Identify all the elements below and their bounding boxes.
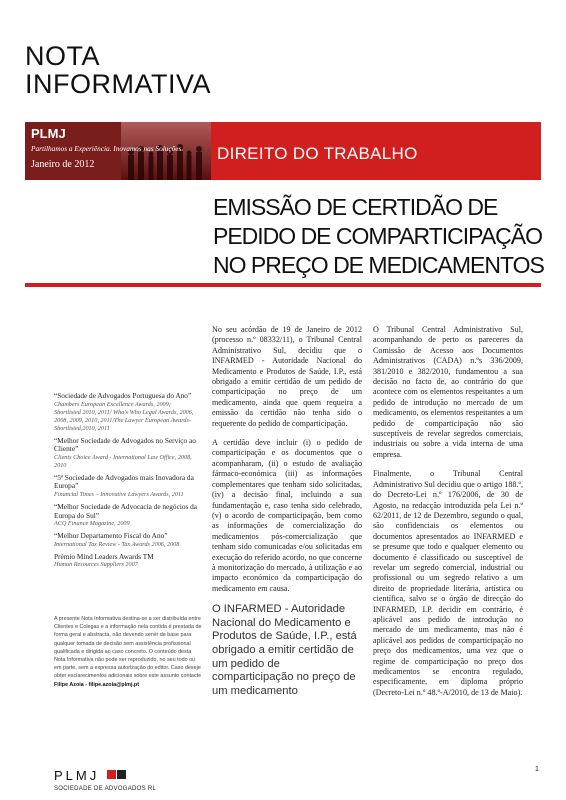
disclaimer xyxy=(54,615,202,689)
brand-name: PLMJ xyxy=(31,126,66,141)
headline-line-3: NO PREÇO DE MEDICAMENTOS xyxy=(213,252,544,278)
award-source: International Tax Review - Tax Awards 2006, 2008 xyxy=(54,540,180,548)
award-item xyxy=(54,532,199,549)
headline-line-2: PEDIDO DE COMPARTICIPAÇÃO xyxy=(213,223,542,249)
divider-rule xyxy=(25,283,541,287)
awards-list xyxy=(54,392,199,573)
award-source: Clients Choice Award - International Law Office, 2008, 2010 xyxy=(54,453,192,469)
award-source: Chambers European Excellence Awards, 2009; Shortlisted 2010, 2011/ Who's Who Legal Awards, 2006, 2008, 2009, 2010, 2011/The Lawyer European Awards-Shortlisted,2010, 2011 xyxy=(54,400,194,432)
paragraph: A certidão deve incluir (i) o pedido de comparticipação e os documentos que o acompanharam, (ii) o estudo de avaliação fármaco-económica (iii) as informações complementares que tenham sido solicitadas, (iv) a decisão final, incluindo a sua fundamentação e, caso tenha sido celebrado, (v) o acordo de comparticipação, bem como as informações de comercialização do medicamentos pós-comercialização que tenham sido comunicadas e/ou solicitadas em execução do referido acordo, no que concerne à monitorização do mercado, à utilização e ao impacto económico da comparticipação do medicamento em causa. xyxy=(212,438,362,593)
footer-logo xyxy=(54,766,156,792)
award-name: “Melhor Sociedade de Advocacia de negócios da Europa do Sul” xyxy=(54,501,198,520)
title-line-1: NOTA xyxy=(25,41,100,71)
award-name: “5ª Sociedade de Advogados mais Inovadora da Europa” xyxy=(54,472,194,491)
paragraph: No seu acórdão de 19 de Janeiro de 2012 (processo n.º 08332/11), o Tribunal Central Administrativo Sul, decidiu que o INFARMED - Autoridade Nacional do Medicamento e Produtos de Saúde, I.P., está obrigado a emitir certidão de um pedido de comparticipação no preço de um medicamento, ainda que quem requeira a emissão da certidão não tenha sido o requerente do pedido de comparticipação. xyxy=(212,325,362,428)
page-number: 1 xyxy=(535,766,539,773)
section-title: DIREITO DO TRABALHO xyxy=(217,144,418,163)
award-source: ACQ Finance Magazine, 2009 xyxy=(54,520,130,528)
title-line-2: INFORMATIVA xyxy=(25,69,211,99)
logo-squares-icon xyxy=(107,766,127,784)
footer-logo-text: PLMJ xyxy=(54,767,100,783)
award-item xyxy=(54,474,199,499)
award-item xyxy=(54,553,199,570)
banner-brand-panel xyxy=(25,122,211,180)
award-source: Human Resources Suppliers 2007 xyxy=(54,561,138,569)
paragraph: Finalmente, o Tribunal Central Administrativo Sul decidiu que o artigo 188.º, do Decreto-Lei n.º 176/2006, de 30 de Agosto, na redacção introduzida pela Lei n.º 62/2011, de 12 de Dezembro, segundo o qual, são confidenciais os elementos ou documentos apresentados ao INFARMED e se presume que todo e qualquer elemento ou documento é classificado ou susceptível de revelar um segredo comercial, industrial ou profissional ou um segredo relativo a um direito de propriedade literária, artística ou científica, salvo se o órgão de direcção do INFARMED, I.P. decidir em contrário, é aplicável aos pedido de introdução no mercado de um medicamento, mas não é aplicável aos pedidos de comparticipação no preço dos medicamentos, uma vez que o regime de comparticipação no preço dos medicamentos se encontra regulado, especificamente, em diploma próprio (Decreto-Lei n.º 48.º-A/2010, de 13 de Maio). xyxy=(373,469,523,697)
article-column-1 xyxy=(212,325,362,698)
document-title xyxy=(25,42,211,98)
pull-quote: O INFARMED - Autoridade Nacional do Medicamento e Produtos de Saúde, I.P., está obrigado a emitir certidão de um pedido de comparticipação no preço de um medicamento xyxy=(212,603,357,697)
disclaimer-contact: Filipe Azoia - filipe.azoia@plmj.pt xyxy=(54,681,140,688)
award-name: “Sociedade de Advogados Portuguesa do Ano” xyxy=(54,391,192,400)
award-item xyxy=(54,503,199,528)
award-item xyxy=(54,392,199,433)
paragraph: O Tribunal Central Administrativo Sul, acompanhando de perto os pareceres da Comissão de Acesso aos Documentos Administrativos (CADA) n.ºs 336/2009, 381/2010 e 382/2010, fundamentou a sua decisão no facto de, ao contrário do que acontece com os elementos respeitantes a um pedido de introdução no mercado de um medicamento, os elementos respeitantes a um pedido de comparticipação não são susceptíveis de revelar segredos comerciais, industriais ou sobre a vida interna de uma empresa. xyxy=(373,325,523,459)
banner-section-panel xyxy=(211,122,541,180)
headline-line-1: EMISSÃO DE CERTIDÃO DE xyxy=(213,194,498,220)
brand-tagline: Partilhamos a Experiência. Inovamos nas Soluções. xyxy=(31,144,184,153)
issue-date: Janeiro de 2012 xyxy=(31,159,95,170)
footer-logo-subtitle: SOCIEDADE DE ADVOGADOS RL xyxy=(54,786,157,793)
award-source: Financial Times – Innovative Lawyers Awards, 2011 xyxy=(54,490,184,498)
disclaimer-text: A presente Nota Informativa destina-se a ser distribuída entre Clientes e Colegas e a informação nela contida é prestada de forma geral e abstracta, não devendo servir de base para qualquer tomada de decisão sem assistência profissional qualificada e dirigida ao caso concreto. O conteúdo desta Nota Informativa não pode ser reproduzido, no seu todo ou em parte, sem a expressa autorização do editor. Caso deseje obter esclarecimentos adicionais sobre este assunto contacte xyxy=(54,616,202,680)
award-name: “Melhor Departamento Fiscal do Ano” xyxy=(54,531,168,541)
award-item xyxy=(54,437,199,470)
article-headline xyxy=(213,193,543,280)
award-name: “Melhor Sociedade de Advogados no Serviço ao Cliente” xyxy=(54,435,196,454)
article-column-2 xyxy=(373,325,523,707)
award-name: Prémio Mind Leaders Awards TM xyxy=(54,551,154,561)
